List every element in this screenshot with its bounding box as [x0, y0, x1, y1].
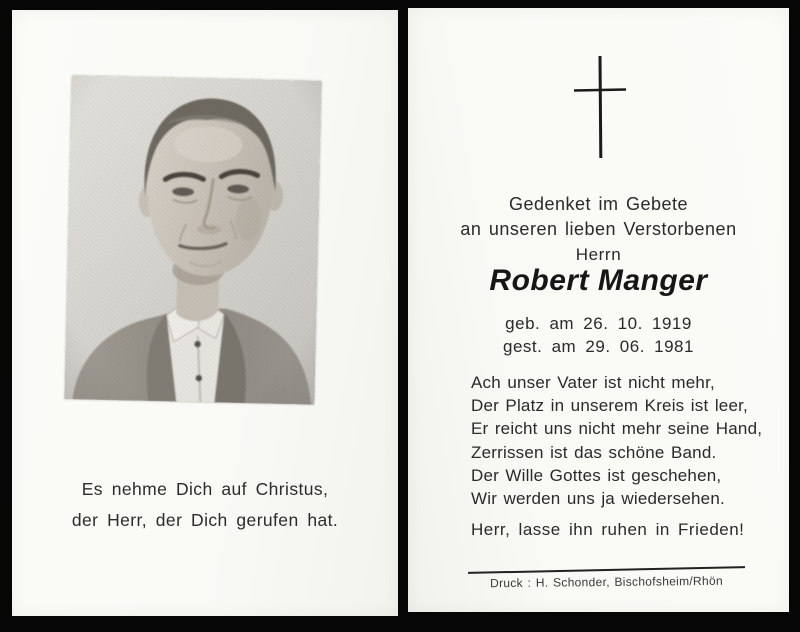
- birth-date: geb. am 26. 10. 1919: [505, 314, 692, 333]
- latin-cross-icon: [567, 55, 631, 159]
- memorial-verse: [12, 474, 398, 536]
- intro-line-2: an unseren lieben Verstorbenen: [460, 219, 737, 239]
- life-dates: [408, 312, 789, 358]
- printer-credit: Druck : H. Schonder, Bischofsheim/Rhön: [490, 573, 723, 591]
- portrait-photo: [64, 75, 321, 405]
- verse-line-1: Es nehme Dich auf Christus,: [81, 479, 329, 499]
- poem-line-4: Zerrissen ist das schöne Band.: [471, 442, 717, 462]
- card-right-page: [408, 8, 789, 612]
- death-date: gest. am 29. 06. 1981: [503, 337, 694, 356]
- closing-prayer: Herr, lasse ihn ruhen in Frieden!: [471, 520, 745, 539]
- salutation: Herrn: [575, 245, 622, 264]
- poem-line-2: Der Platz in unserem Kreis ist leer,: [471, 396, 748, 416]
- poem-line-6: Wir werden uns ja wiedersehen.: [471, 489, 725, 509]
- verse-line-2: der Herr, der Dich gerufen hat.: [71, 510, 339, 530]
- intro-line-1: Gedenket im Gebete: [508, 194, 689, 214]
- card-left-page: [12, 10, 398, 616]
- memorial-intro: [408, 192, 789, 242]
- poem-line-1: Ach unser Vater ist nicht mehr,: [471, 373, 715, 392]
- deceased-name: Robert Manger: [489, 264, 708, 297]
- memorial-poem: [471, 371, 771, 510]
- poem-line-3: Er reicht uns nicht mehr seine Hand,: [471, 419, 763, 439]
- poem-line-5: Der Wille Gottes ist geschehen,: [471, 465, 722, 485]
- portrait-photo-graphic: [64, 75, 321, 405]
- printer-divider-line: [468, 566, 745, 574]
